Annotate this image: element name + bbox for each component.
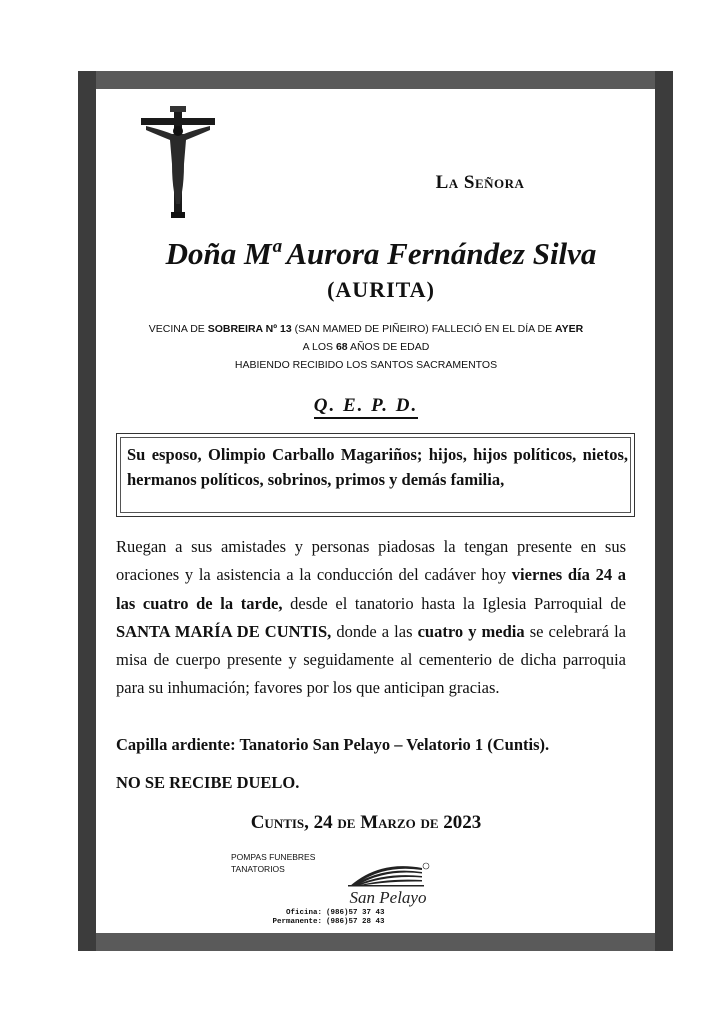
family-box [116, 433, 635, 517]
details-block [96, 320, 636, 374]
office-phone-row [262, 909, 462, 918]
title-la-senora: La Señora [435, 172, 525, 193]
logo-name: San Pelayo [349, 888, 427, 907]
deceased-nickname: (AURITA) [327, 277, 435, 302]
capilla-ardiente: Capilla ardiente: Tanatorio San Pelayo – Velatorio 1 (Cuntis). [116, 735, 550, 754]
ceremony-paragraph [116, 533, 626, 703]
frame-bevel-right [655, 71, 673, 951]
qepd-text: Q. E. P. D. [314, 395, 419, 419]
ceremony-text-4: se celebrará la misa de cuerpo presente y seguidamente al cementerio de dicha parroquia para su inhumación; favores por los que anticipan gracias. [116, 621, 626, 698]
age-line [96, 338, 636, 356]
permanent-phone-row [262, 918, 462, 927]
office-phone: (986)57 37 43 [326, 909, 385, 917]
services-line-2: TANATORIOS [231, 864, 285, 874]
age-suffix: AÑOS DE EDAD [347, 341, 430, 353]
residence-parish: (SAN MAMED DE PIÑEIRO) [291, 323, 432, 335]
family-text: Su esposo, Olimpio Carballo Magariños; hijos, hijos políticos, nietos, hermanos políticos, sobrinos, primos y demás familia, [120, 437, 631, 513]
age-prefix: A LOS [302, 341, 336, 353]
deceased-name: Doña Mª Aurora Fernández Silva [165, 236, 597, 271]
death-text: FALLECIÓ EN EL DÍA DE [431, 323, 556, 335]
services-line-1: POMPAS FUNEBRES [231, 852, 316, 862]
office-label: Oficina: [285, 909, 322, 917]
permanent-label: Permanente: [272, 918, 322, 926]
sacraments-line: HABIENDO RECIBIDO LOS SANTOS SACRAMENTOS [234, 359, 498, 371]
ceremony-text-1: Ruegan a sus amistades y personas piadosas la tengan presente en sus oraciones y la asistencia a la conducción del cadáver hoy [116, 537, 626, 585]
crucifix-icon [138, 104, 218, 220]
ceremony-time: viernes día 24 a las cuatro de la tarde, [116, 565, 626, 613]
qepd-heading [96, 395, 636, 417]
residence-prefix: VECINA DE [148, 323, 208, 335]
ceremony-church: SANTA MARÍA DE CUNTIS, [116, 621, 332, 641]
residence-line [96, 320, 636, 338]
funeral-home-phones [262, 909, 462, 927]
notice-date: Cuntis, 24 de Marzo de 2023 [250, 812, 482, 833]
ceremony-text-3: donde a las [331, 621, 418, 641]
frame-bevel-left [78, 71, 96, 951]
san-pelayo-logo [330, 858, 440, 914]
death-day: AYER [555, 323, 584, 335]
no-duelo-notice: NO SE RECIBE DUELO. [116, 773, 300, 792]
ceremony-text-2: desde el tanatorio hasta la Iglesia Parroquial de [282, 593, 626, 613]
permanent-phone: (986)57 28 43 [326, 918, 385, 926]
ceremony-mass-time: cuatro y media [417, 621, 525, 641]
age-value: 68 [335, 341, 348, 353]
residence-address: SOBREIRA Nº 13 [207, 323, 292, 335]
